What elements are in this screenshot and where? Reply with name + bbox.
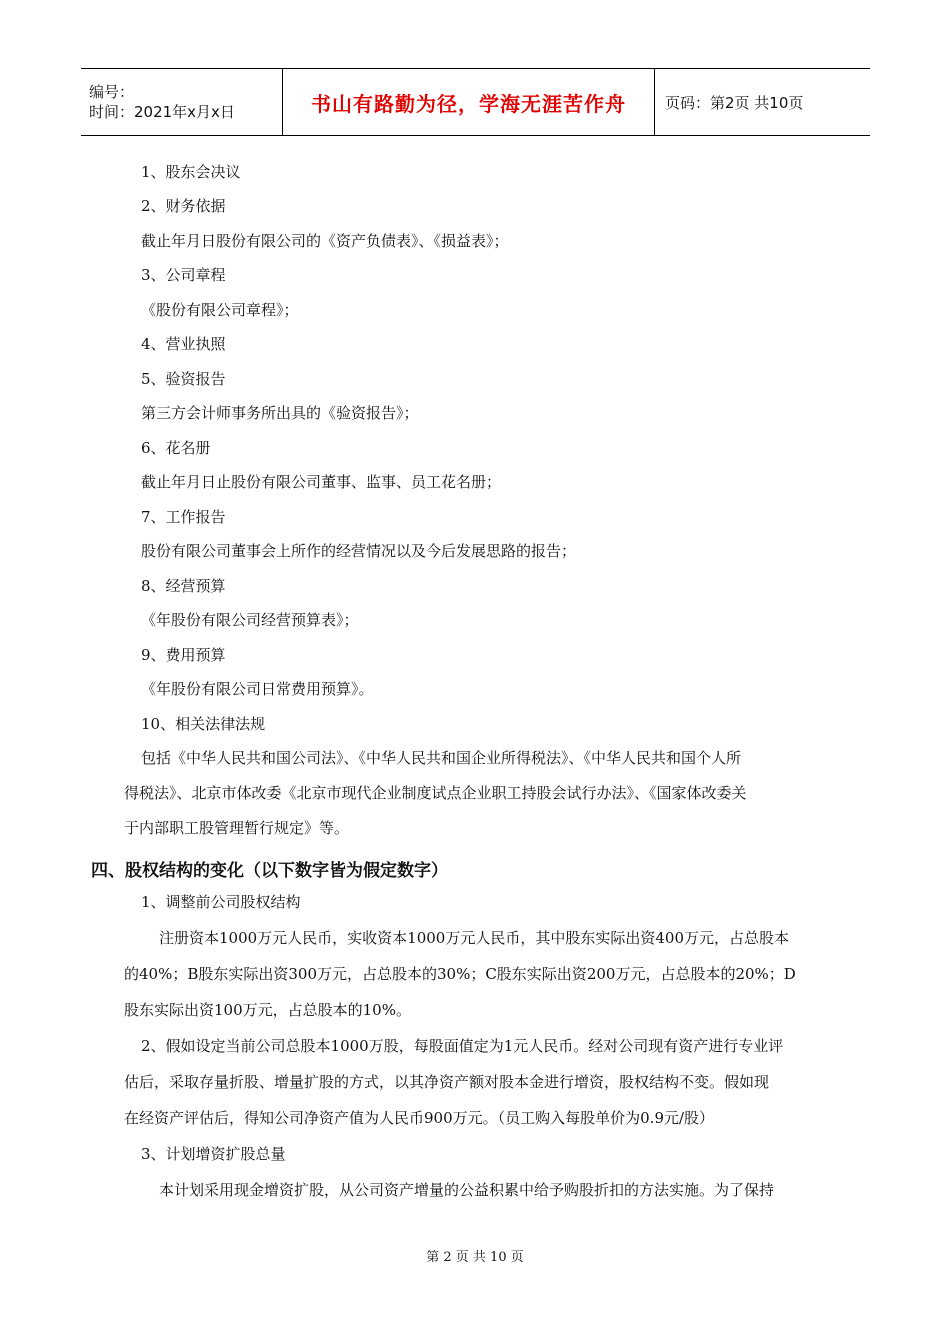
section-item-2-line-3: 在经资产评估后，得知公司净资产值为人民币900万元。（员工购入每股单价为0.9元/股） bbox=[124, 1109, 715, 1127]
section-item-1-line-1: 注册资本1000万元人民币，实收资本1000万元人民币，其中股东实际出资400万元，占总股本 bbox=[159, 929, 789, 947]
section-item-3-heading: 3、计划增资扩股总量 bbox=[141, 1145, 286, 1163]
document-time-label: 时间：2021年x月x日 bbox=[89, 103, 235, 121]
item-text-8: 《年股份有限公司经营预算表》； bbox=[141, 611, 359, 629]
item-heading-2: 2、财务依据 bbox=[141, 197, 226, 215]
section-item-1-heading: 1、调整前公司股权结构 bbox=[141, 893, 301, 911]
item-text-10-line-2: 得税法》、北京市体改委《北京市现代企业制度试点企业职工持股会试行办法》、《国家体改委关 bbox=[124, 784, 747, 802]
item-text-9: 《年股份有限公司日常费用预算》。 bbox=[141, 680, 374, 698]
header-page-info: 页码：第2页 共10页 bbox=[665, 93, 804, 112]
section-item-1-line-3: 股东实际出资100万元，占总股本的10%。 bbox=[124, 1001, 411, 1019]
item-text-10-line-3: 于内部职工股管理暂行规定》等。 bbox=[124, 819, 350, 837]
item-heading-8: 8、经营预算 bbox=[141, 577, 226, 595]
page-header-table bbox=[81, 68, 870, 136]
item-heading-5: 5、验资报告 bbox=[141, 370, 226, 388]
item-heading-6: 6、花名册 bbox=[141, 439, 211, 457]
section-heading: 四、股权结构的变化（以下数字皆为假定数字） bbox=[91, 861, 448, 881]
item-text-5: 第三方会计师事务所出具的《验资报告》； bbox=[141, 404, 419, 422]
section-item-1-line-2: 的40%；B股东实际出资300万元，占总股本的30%；C股东实际出资200万元，占总股本的20%；D bbox=[124, 965, 796, 983]
item-text-2: 截止年月日股份有限公司的《资产负债表》、《损益表》； bbox=[141, 232, 509, 250]
item-heading-3: 3、公司章程 bbox=[141, 266, 226, 284]
header-meta-cell bbox=[81, 69, 282, 135]
header-slogan-cell bbox=[282, 69, 655, 135]
page-footer: 第 2 页 共 10 页 bbox=[426, 1250, 524, 1265]
header-page-cell bbox=[655, 69, 870, 135]
item-heading-7: 7、工作报告 bbox=[141, 508, 226, 526]
item-heading-10: 10、相关法律法规 bbox=[141, 715, 266, 733]
item-heading-4: 4、营业执照 bbox=[141, 335, 226, 353]
item-text-10-line-1: 包括《中华人民共和国公司法》、《中华人民共和国企业所得税法》、《中华人民共和国个人所 bbox=[141, 749, 742, 767]
header-slogan: 书山有路勤为径，学海无涯苦作舟 bbox=[311, 91, 626, 116]
item-heading-1: 1、股东会决议 bbox=[141, 163, 241, 181]
item-text-3: 《股份有限公司章程》； bbox=[141, 301, 299, 319]
section-item-2-line-1: 2、假如设定当前公司总股本1000万股，每股面值定为1元人民币。经对公司现有资产进行专业评 bbox=[141, 1037, 784, 1055]
section-item-3-line-1: 本计划采用现金增资扩股，从公司资产增量的公益积累中给予购股折扣的方法实施。为了保持 bbox=[159, 1181, 775, 1199]
document-number-label: 编号： bbox=[89, 83, 135, 101]
item-text-7: 股份有限公司董事会上所作的经营情况以及今后发展思路的报告； bbox=[141, 542, 577, 560]
item-text-6: 截止年月日止股份有限公司董事、监事、员工花名册； bbox=[141, 473, 502, 491]
item-heading-9: 9、费用预算 bbox=[141, 646, 226, 664]
section-item-2-line-2: 估后，采取存量折股、增量扩股的方式，以其净资产额对股本金进行增资，股权结构不变。假如现 bbox=[124, 1073, 770, 1091]
